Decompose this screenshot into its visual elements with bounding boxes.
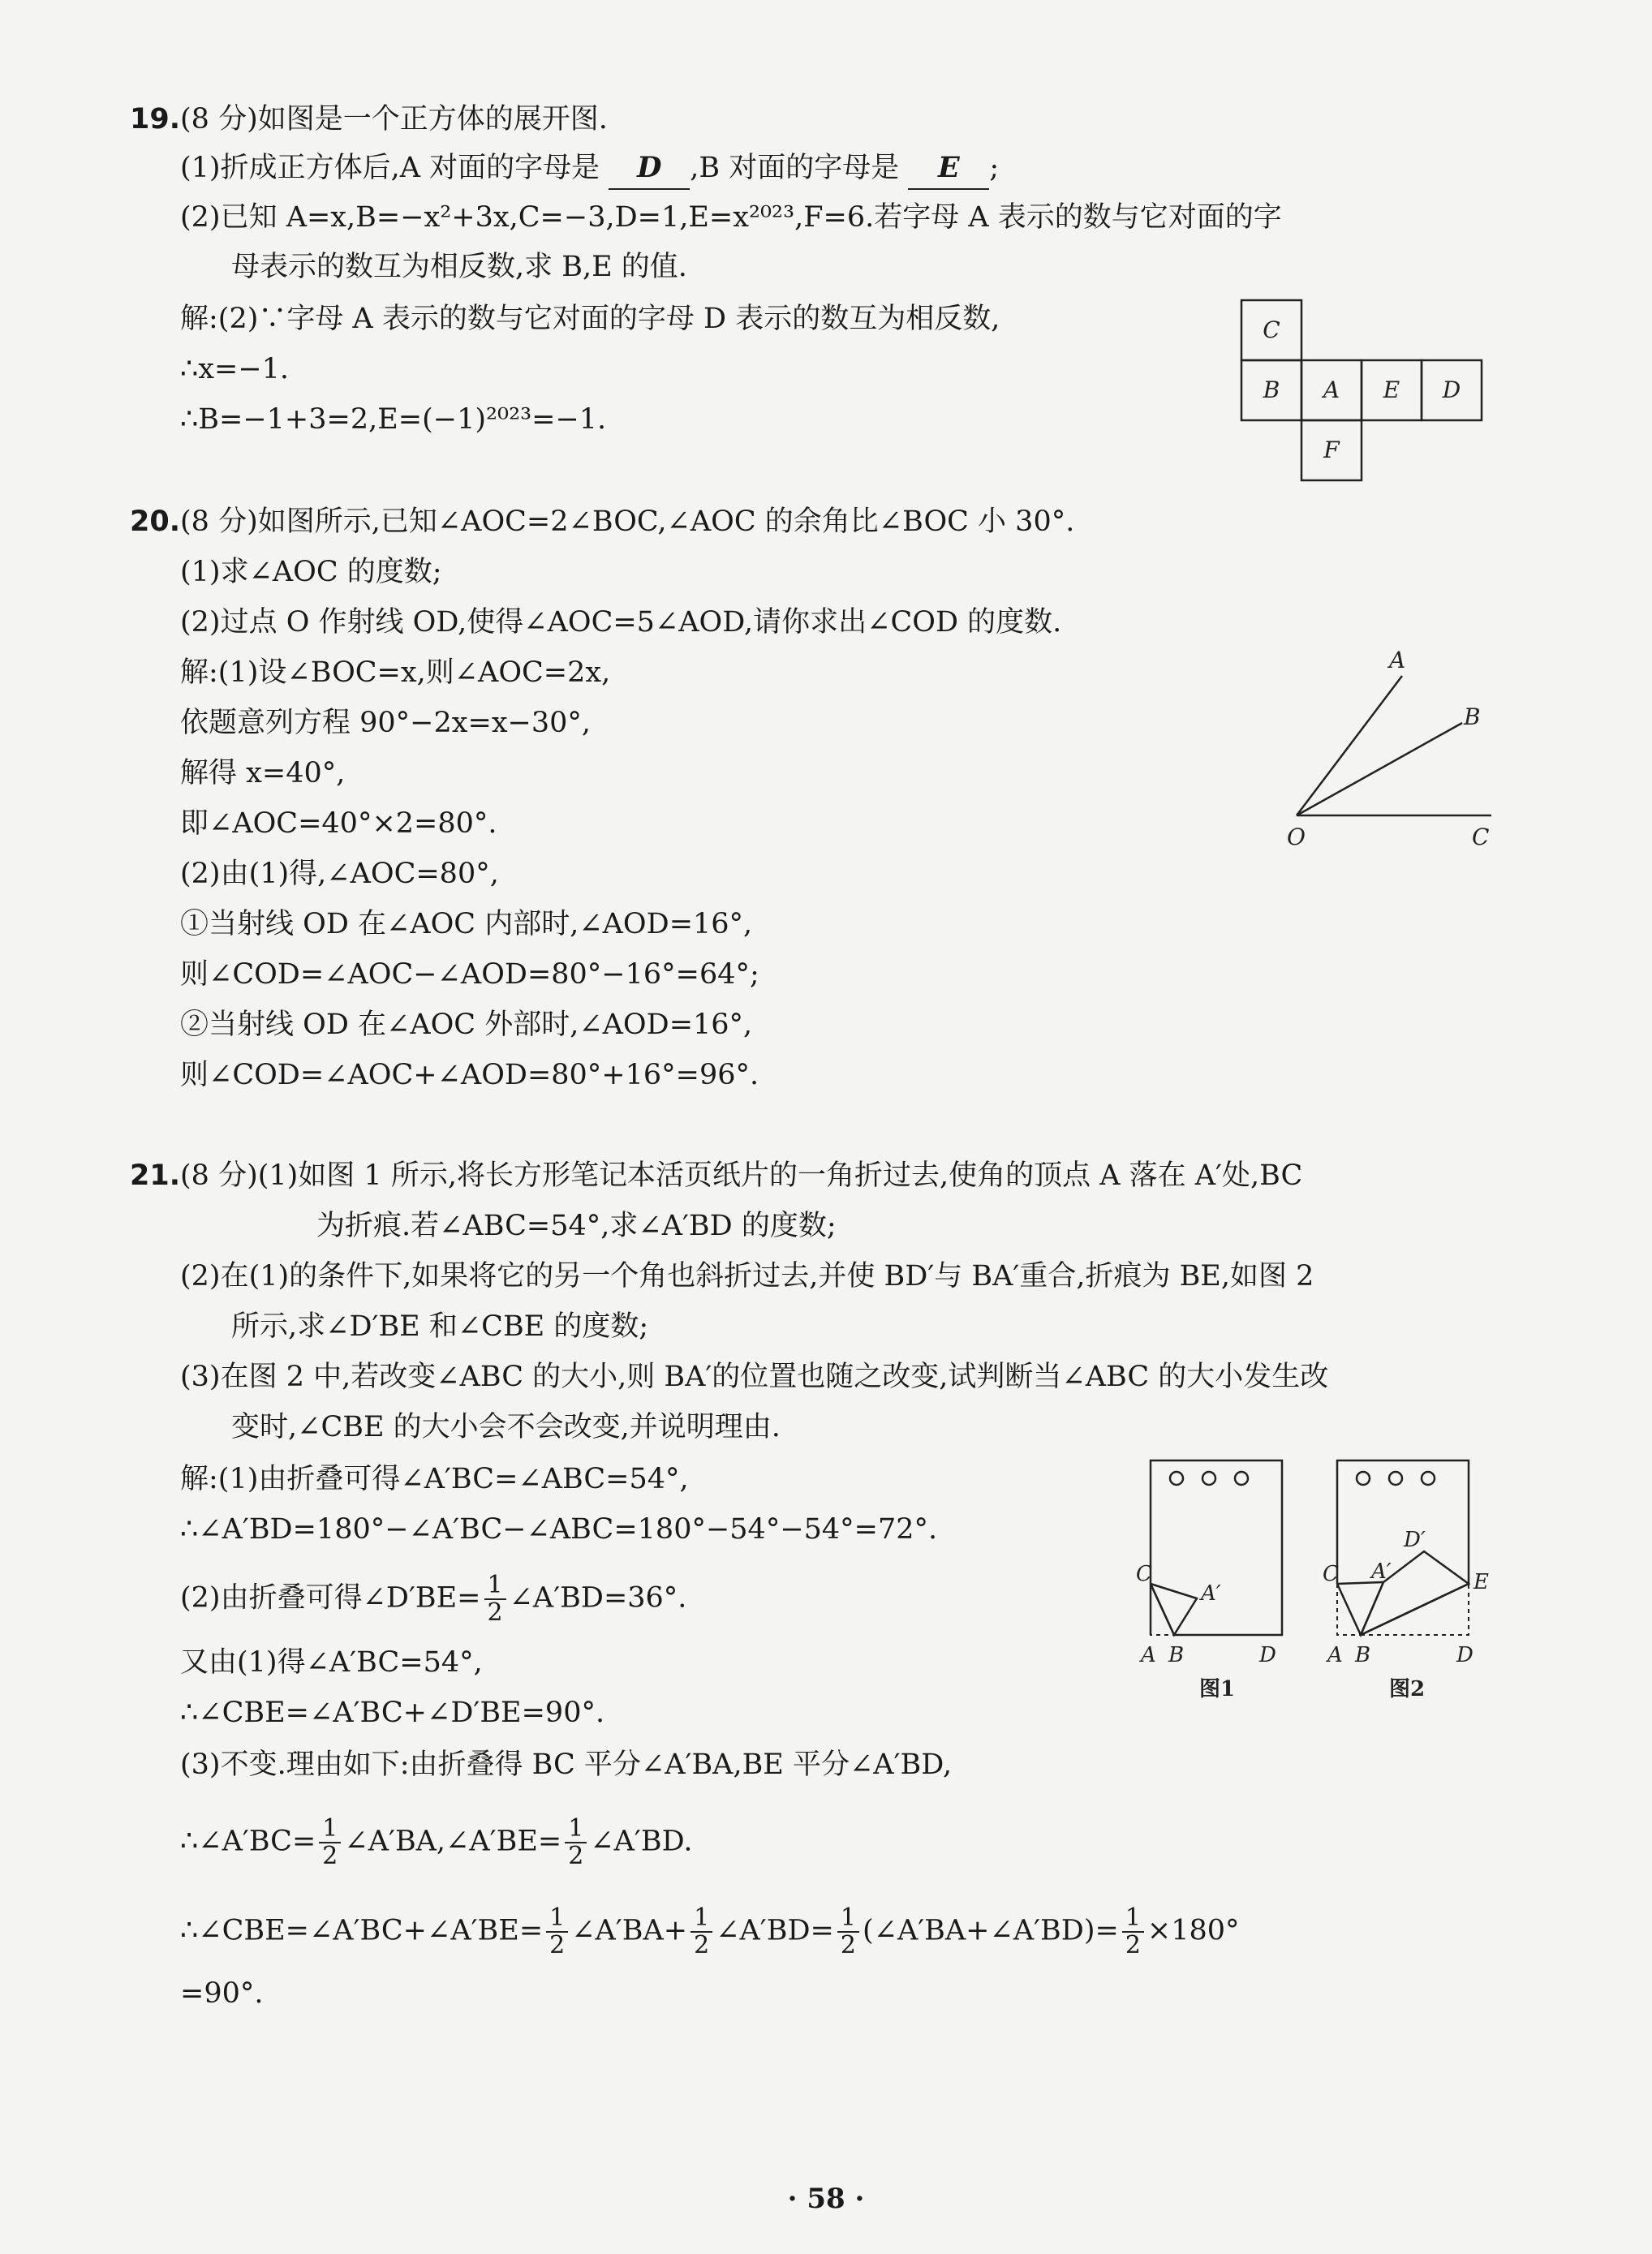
crease-be	[1361, 1584, 1469, 1635]
label-d: D	[1259, 1643, 1276, 1667]
q20-solution-line: (2)由(1)得,∠AOC=80°,	[180, 858, 499, 890]
q21-solution-line1: 解:(1)由折叠可得∠A′BC=∠ABC=54°,	[180, 1463, 689, 1495]
net-label-row-1: B	[1263, 376, 1280, 403]
q19-solution-line1: 解:(2)∵字母 A 表示的数与它对面的字母 D 表示的数互为相反数,	[180, 303, 1000, 335]
q19-number: 19.	[130, 103, 181, 135]
q20-solution-line: ①当射线 OD 在∠AOC 内部时,∠AOD=16°,	[180, 908, 753, 940]
fraction-half: $\frac{1}{2}$	[484, 1572, 506, 1626]
label-c: C	[1323, 1562, 1339, 1586]
page-outline	[1151, 1460, 1282, 1635]
q20-number: 20.	[130, 505, 181, 538]
q19-part1: (1)折成正方体后,A 对面的字母是 D ,B 对面的字母是 E ;	[180, 148, 999, 190]
fraction-half: $\frac{1}{2}$	[319, 1816, 341, 1869]
binder-hole-icon	[1235, 1472, 1248, 1485]
q20-solution-line: ②当射线 OD 在∠AOC 外部时,∠AOD=16°,	[180, 1009, 753, 1041]
angle-figure	[1266, 645, 1509, 856]
q20-stem: 20.(8 分)如图所示,已知∠AOC=2∠BOC,∠AOC 的余角比∠BOC 小 30°.	[130, 505, 1075, 538]
q19-stem	[130, 99, 608, 140]
fraction-half: $\frac{1}{2}$	[690, 1905, 712, 1959]
fraction-half: $\frac{1}{2}$	[1122, 1905, 1144, 1959]
label-c: C	[1472, 824, 1490, 850]
label-a: A	[1389, 647, 1406, 673]
label-c: C	[1136, 1562, 1152, 1586]
net-label-top: C	[1263, 316, 1280, 343]
net-label-row-3: E	[1383, 376, 1400, 403]
binder-hole-icon	[1389, 1472, 1402, 1485]
q21-solution-line3: (2)由折叠可得∠D′BE= $\frac{1}{2}$ ∠A′BD=36°.	[180, 1571, 687, 1627]
q21-number: 21.	[130, 1159, 181, 1192]
q19-answer-blank-1: D	[609, 148, 690, 190]
label-d: D	[1456, 1643, 1473, 1667]
q21-solution-line5: ∴∠CBE=∠A′BC+∠D′BE=90°.	[180, 1697, 605, 1729]
net-label-row-2: A	[1323, 376, 1340, 403]
q21-part3-line1: (3)在图 2 中,若改变∠ABC 的大小,则 BA′的位置也随之改变,试判断当∠ABC 的大小发生改	[180, 1361, 1329, 1393]
q19-solution-line2: ∴x=−1.	[180, 353, 290, 385]
q21-solution-line2: ∴∠A′BD=180°−∠A′BC−∠ABC=180°−54°−54°=72°.	[180, 1513, 938, 1546]
label-e: E	[1473, 1570, 1489, 1594]
label-d-prime: D′	[1404, 1528, 1426, 1552]
crease-bc	[1151, 1584, 1174, 1635]
q21-part1-line2: 为折痕.若∠ABC=54°,求∠A′BD 的度数;	[316, 1210, 837, 1242]
label-a-prime: A′	[1201, 1581, 1221, 1606]
fraction-half: $\frac{1}{2}$	[565, 1816, 587, 1869]
q20-solution-line: 即∠AOC=40°×2=80°.	[180, 807, 497, 840]
page-number: · 58 ·	[787, 2183, 865, 2215]
q19-answer-blank-2: E	[908, 148, 989, 190]
ray-ob	[1297, 723, 1462, 815]
q19-solution-line3: ∴B=−1+3=2,E=(−1)²⁰²³=−1.	[180, 403, 607, 436]
folded-triangle	[1151, 1584, 1197, 1635]
q21-part2-line2: 所示,求∠D′BE 和∠CBE 的度数;	[231, 1310, 649, 1343]
q20-solution-line: 则∠COD=∠AOC+∠AOD=80°+16°=96°.	[180, 1059, 759, 1091]
q20-solution-line: 解:(1)设∠BOC=x,则∠AOC=2x,	[180, 656, 611, 689]
ray-oa	[1297, 676, 1402, 815]
q19-part2-line1: (2)已知 A=x,B=−x²+3x,C=−3,D=1,E=x²⁰²³,F=6.若字母 A 表示的数与它对面的字	[180, 201, 1282, 234]
cube-net-figure	[1233, 299, 1501, 493]
label-b: B	[1168, 1643, 1185, 1667]
label-b: B	[1355, 1643, 1371, 1667]
q21-part3-line2: 变时,∠CBE 的大小会不会改变,并说明理由.	[231, 1411, 781, 1443]
q20-solution-line: 则∠COD=∠AOC−∠AOD=80°−16°=64°;	[180, 958, 759, 991]
figure-1-caption: 图1	[1199, 1677, 1236, 1701]
q20-part1: (1)求∠AOC 的度数;	[180, 556, 442, 588]
binder-hole-icon	[1202, 1472, 1215, 1485]
label-a-prime: A′	[1371, 1559, 1392, 1584]
label-b: B	[1464, 703, 1481, 730]
q20-solution-line: 依题意列方程 90°−2x=x−30°,	[180, 707, 592, 739]
q19-points: (8 分)如图是一个正方体的展开图.	[180, 103, 608, 135]
binder-hole-icon	[1422, 1472, 1435, 1485]
net-label-row-4: D	[1442, 376, 1461, 403]
q21-solution-line9: =90°.	[180, 1977, 264, 2010]
label-a: A	[1141, 1643, 1156, 1667]
q20-solution-line: 解得 x=40°,	[180, 757, 346, 789]
fraction-half: $\frac{1}{2}$	[837, 1905, 859, 1959]
label-o: O	[1287, 824, 1306, 850]
net-label-bottom: F	[1323, 437, 1340, 463]
notebook-figure-1	[1136, 1452, 1310, 1704]
binder-hole-icon	[1357, 1472, 1370, 1485]
binder-hole-icon	[1170, 1472, 1183, 1485]
q21-solution-line8: ∴∠CBE=∠A′BC+∠A′BE= $\frac{1}{2}$ ∠A′BA+ $\frac{1}{2}$ ∠A′BD= $\frac{1}{2}$ (∠A′BA+∠A′BD)= $\frac{1}{2}$ ×180°	[180, 1903, 1240, 1959]
fraction-half: $\frac{1}{2}$	[546, 1905, 568, 1959]
q21-solution-line7: ∴∠A′BC= $\frac{1}{2}$ ∠A′BA,∠A′BE= $\frac{1}{2}$ ∠A′BD.	[180, 1814, 693, 1870]
label-a: A	[1327, 1643, 1343, 1667]
q19-part2-line2: 母表示的数互为相反数,求 B,E 的值.	[231, 251, 687, 283]
q20-part2: (2)过点 O 作射线 OD,使得∠AOC=5∠AOD,请你求出∠COD 的度数.	[180, 606, 1062, 639]
notebook-figure-2	[1323, 1452, 1509, 1704]
figure-2-caption: 图2	[1389, 1677, 1426, 1701]
q21-solution-line4: 又由(1)得∠A′BC=54°,	[180, 1646, 483, 1679]
q21-solution-line6: (3)不变.理由如下:由折叠得 BC 平分∠A′BA,BE 平分∠A′BD,	[180, 1749, 953, 1781]
q21-part1-line1: 21.(8 分)(1)如图 1 所示,将长方形笔记本活页纸片的一角折过去,使角的顶点 A 落在 A′处,BC	[130, 1159, 1303, 1192]
q21-part2-line1: (2)在(1)的条件下,如果将它的另一个角也斜折过去,并使 BD′与 BA′重合,折痕为 BE,如图 2	[180, 1260, 1314, 1293]
